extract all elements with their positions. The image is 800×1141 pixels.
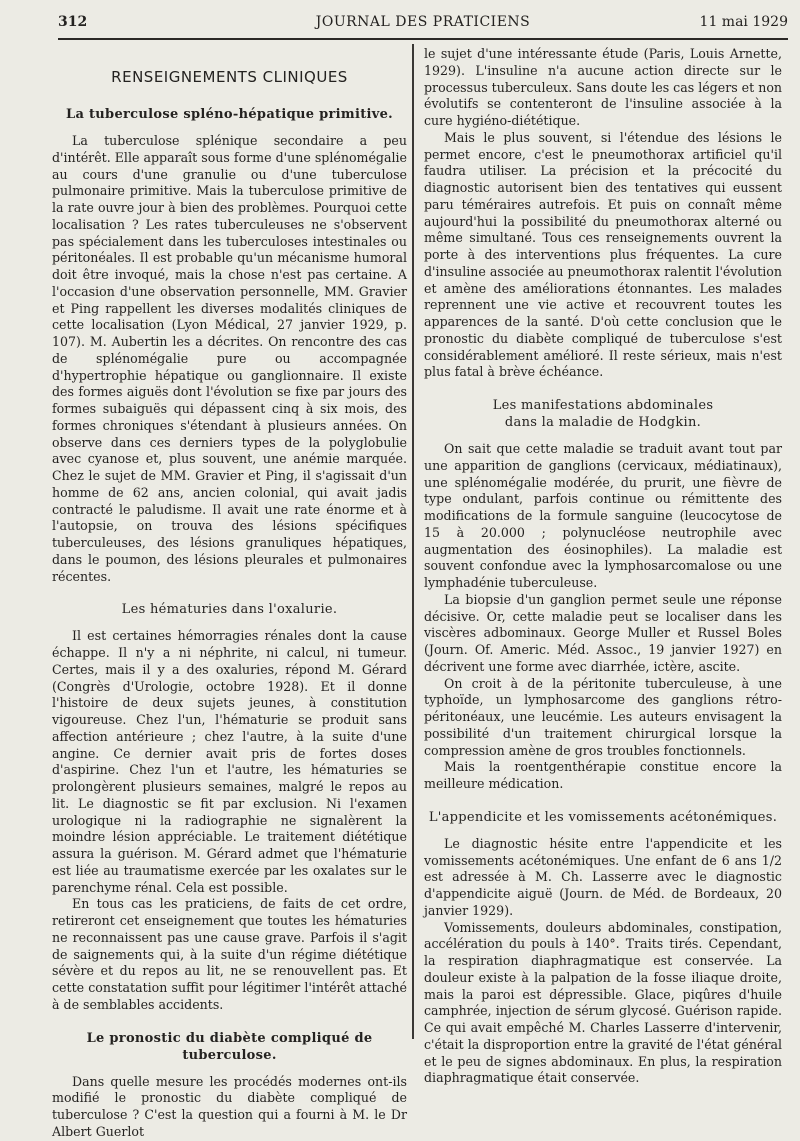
article-paragraph: Le diagnostic hésite entre l'appendicite et les vomissements acétonémiques. Une enfant de 6 ans 1/2 est adressée à M. Ch. Lasserre avec le diagnostic d'appendicite aiguë (Journ. de Méd. de Bordeaux, 20 janvier 1929).: [424, 835, 782, 918]
article-paragraph: En tous cas les praticiens, de faits de cet ordre, retireront cet enseignement que toutes les hématuries ne reconnaissent pas une cause grave. Parfois il s'agit de saignements qui, à la suite d'un régime diététique sévère et du repos au lit, ne se renouvellent pas. Et cette constatation suffit pour légitimer l'intérêt attaché à de semblables accidents.: [52, 896, 407, 1012]
article-paragraph: Mais le plus souvent, si l'étendue des lésions le permet encore, c'est le pneumothorax artificiel qu'il faudra utiliser. La précision et la précocité du diagnostic autorisent bien des tentatives qui eussent paru téméraires autrefois. Et puis on connaît même aujourd'hui la possibilité du pneumothorax alterné ou même simultané. Tous ces renseignements ouvrent la porte à des interventions plus fréquentes. La cure d'insuline associée au pneumothorax ralentit l'évolution et amène des améliorations étonnantes. Les malades reprennent une vie active et recouvrent toutes les apparences de la santé. D'où cette conclusion que le pronostic du diabète compliqué de tuberculose s'est considérablement amélioré. Il reste sérieux, mais n'est plus fatal à brève échéance.: [424, 129, 782, 380]
title-line: Les manifestations abdominales: [492, 398, 714, 413]
section-title: RENSEIGNEMENTS CLINIQUES: [111, 68, 348, 86]
page-header: [58, 14, 788, 36]
article-title-hematuries: Les hématuries dans l'oxalurie.: [121, 602, 338, 618]
issue-date: 11 mai 1929: [699, 14, 788, 30]
journal-title: JOURNAL DES PRATICIENS: [315, 14, 531, 30]
title-line: dans la maladie de Hodgkin.: [504, 415, 702, 430]
article-paragraph: Dans quelle mesure les procédés modernes ont-ils modifié le pronostic du diabète compliqué de tuberculose ? C'est la question qui a fourni à M. le Dr Albert Guerlot: [52, 1073, 407, 1139]
article-title-diabete: Le pronostic du diabète compliqué de tuberculose.: [86, 1030, 373, 1063]
article-paragraph: Il est certaines hémorragies rénales dont la cause échappe. Il n'y a ni néphrite, ni calcul, ni tumeur. Certes, mais il y a des oxaluries, répond M. Gérard (Congrès d'Urologie, octobre 1928). Et il donne l'histoire de deux sujets jeunes, à constitution vigoureuse. Chez l'un, l'hématurie se produit sans affection antérieure ; chez l'autre, à la suite d'une angine. Ce dernier avait pris de fortes doses d'aspirine. Chez l'un et l'autre, les hématuries se prolongèrent plusieurs semaines, malgré le repos au lit. Le diagnostic se fit par exclusion. Ni l'examen urologique ni la radiographie ne signalèrent la moindre lésion appréciable. Le traitement diététique assura la guérison. M. Gérard admet que l'hématurie est liée au traumatisme exercée par les oxalates sur le parenchyme rénal. Cela est possible.: [52, 628, 407, 895]
article-paragraph: La tuberculose splénique secondaire a peu d'intérêt. Elle apparaît sous forme d'une splénomégalie au cours d'une granulie ou d'une tuberculose pulmonaire primitive. Mais la tuberculose primitive de la rate ouvre jour à bien des problèmes. Pourquoi cette localisation ? Les rates tuberculeuses ne s'observent pas spécialement dans les tuberculoses intestinales ou péritonéales. Il est probable qu'un mécanisme humoral doit être invoqué, mais la chose n'est pas certaine. A l'occasion d'une observation personnelle, MM. Gravier et Ping rappellent les diverses modalités cliniques de cette localisation (Lyon Médical, 27 janvier 1929, p. 107). M. Aubertin les a décrites. On rencontre des cas de splénomégalie pure ou accompagnée d'hypertrophie hépatique ou ganglionnaire. Il existe des formes aiguës dont l'évolution se fixe par jours des formes subaiguës qui dépassent cinq à six mois, des formes chroniques s'étendant à plusieurs années. On observe dans ces derniers types de la polyglobulie avec cyanose et, plus souvent, une anémie marquée. Chez le sujet de MM. Gravier et Ping, il s'agissait d'un homme de 62 ans, ancien colonial, qui avait jadis contracté le paludisme. Il avait une rate énorme et à l'autopsie, on trouva des lésions spécifiques tuberculeuses, des lésions granuliques hépatiques, dans le poumon, des lésions pleurales et pulmonaires récentes.: [52, 133, 407, 584]
article-paragraph: On sait que cette maladie se traduit avant tout par une apparition de ganglions (cervicaux, médiatinaux), une splénomégalie modérée, du prurit, une fièvre de type ondulant, parfois continue ou rémittente des modifications de la formule sanguine (leucocytose de 15 à 20.000 ; polynucléose neutrophile avec augmentation des éosinophiles). La maladie est souvent confondue avec la lymphosarcomalose ou une lymphadénie tuberculeuse.: [424, 441, 782, 590]
article-paragraph: Vomissements, douleurs abdominales, constipation, accélération du pouls à 140°. Traits tirés. Cependant, la respiration diaphragmatique est conservée. La douleur existe à la palpation de la fosse iliaque droite, mais la paroi est dépressible. Glace, piqûres d'huile camphrée, injection de sérum glycosé. Guérison rapide. Ce qui avait empêché M. Charles Lasserre d'intervenir, c'était la disproportion entre la gravité de l'état général et le peu de signes abdominaux. En plus, la respiration diaphragmatique était conservée.: [424, 919, 782, 1086]
article-paragraph: La biopsie d'un ganglion permet seule une réponse décisive. Or, cette maladie peut se localiser dans les viscères adbominaux. George Muller et Russel Boles (Journ. Of. Americ. Méd. Assoc., 19 janvier 1927) en décrivent une forme avec diarrhée, ictère, ascite.: [424, 591, 782, 674]
left-column: [52, 46, 407, 1141]
article-paragraph: le sujet d'une intéressante étude (Paris, Louis Arnette, 1929). L'insuline n'a aucune action directe sur le processus tuberculeux. Sans doute les cas légers et non évolutifs se contenteront de l'insuline associée à la cure hygiéno-diététique.: [424, 46, 783, 128]
page-number: 312: [58, 14, 88, 30]
header-rule: [58, 38, 788, 40]
column-divider: [412, 44, 414, 1039]
article-title-hodgkin-line2: [424, 414, 782, 431]
article-title-appendicite: L'appendicite et les vomissements acétonémiques.: [428, 809, 778, 825]
right-column: [424, 46, 782, 1087]
article-title-hodgkin-line1: [424, 397, 782, 414]
article-paragraph: On croit à de la péritonite tuberculeuse, à une typhoïde, un lymphosarcome des ganglions rétro-péritonéaux, une leucémie. Les auteurs envisagent la possibilité d'un traitement chirurgical lorsque la compression amène de gros troubles fonctionnels.: [424, 675, 782, 758]
article-title-tuberculose: La tuberculose spléno-hépatique primitive.: [66, 107, 393, 122]
article-paragraph: Mais la roentgenthérapie constitue encore la meilleure médication.: [424, 759, 782, 791]
